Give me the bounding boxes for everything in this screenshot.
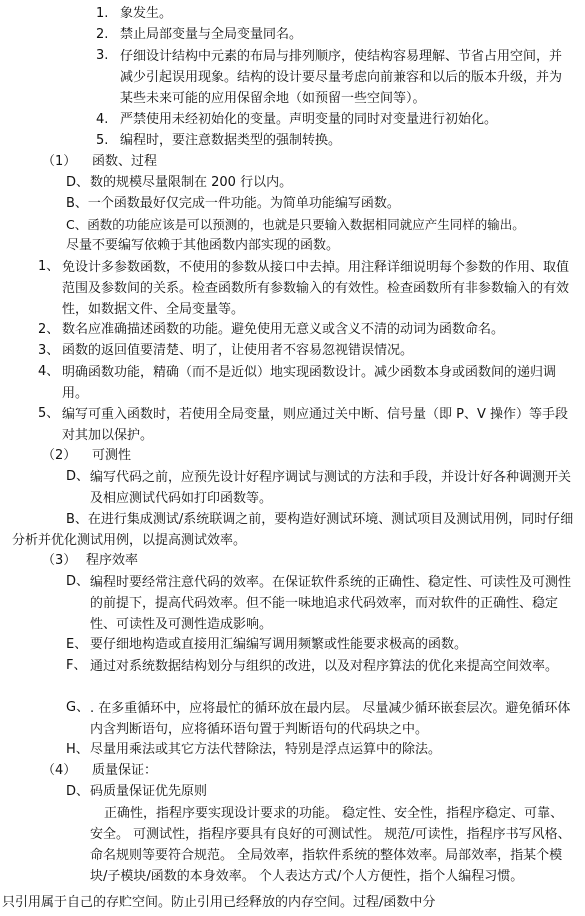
list-item-text: 函数的返回值要清楚、明了，让使用者不容易忽视错误情况。 bbox=[62, 343, 414, 358]
item-text: 码质量保证优先原则 bbox=[90, 784, 208, 799]
list-item-text: 仔细设计结构中元素的布局与排列顺序，使结构容易理解、节省占用空间，并减少引起误用现象。结构的设计要尽量考虑向前兼容和以后的版本升级，并为某些未来可能的应用保留余地（如预留一些空间等）。 bbox=[120, 49, 563, 106]
section-title: 程序效率 bbox=[86, 553, 139, 568]
section-number: （3） bbox=[42, 553, 77, 568]
item-text: 编写代码之前，应预先设计好程序调试与测试的方法和手段，并设计好各种调测开关及相应测试代码如打印函数等。 bbox=[90, 470, 572, 506]
section-title: 质量保证： bbox=[92, 763, 158, 778]
list-number: 4、 bbox=[38, 364, 60, 379]
list-number: 2、 bbox=[38, 322, 60, 337]
item-marker: D、 bbox=[66, 574, 90, 589]
bottom-line: 只引用属于自己的存贮空间。防止引用已经释放的内存空间。过程/函数中分 bbox=[2, 895, 436, 910]
list-item-text: 明确函数功能，精确（而不是近似）地实现函数设计。减少函数本身或函数间的递归调用。 bbox=[62, 365, 557, 401]
list-number: 2. bbox=[96, 27, 109, 42]
paragraph: 正确性，指程序要实现设计要求的功能。 稳定性、安全性，指程序稳定、可靠、安全。 可测试性，指程序要具有良好的可测试性。 规范/可读性，指程序书写风格、命名规则等要符合规范。 全局效率，指软件系统的整体效率。局部效率，指某个模块/子模块/函数的本身效率。 个人表达方式/个人方便性，指个人编程习惯。 bbox=[90, 806, 571, 884]
item-text: 编程时要经常注意代码的效率。在保证软件系统的正确性、稳定性、可读性及可测性的前提下，提高代码效率。但不能一味地追求代码效率，而对软件的正确性、稳定性、可读性及可测性造成影响。 bbox=[90, 575, 572, 632]
list-number: 4. bbox=[96, 112, 109, 127]
list-item-text: 数名应准确描述函数的功能。避免使用无意义或含义不清的动词为函数命名。 bbox=[62, 322, 505, 337]
item-text: 通过对系统数据结构划分与组织的改进，以及对程序算法的优化来提高空间效率。 bbox=[90, 659, 559, 674]
list-number: 1. bbox=[96, 6, 109, 21]
item-text: B、在进行集成测试/系统联调之前，要构造好测试环境、测试项目及测试用例，同时仔细分析并优化测试用例，以提高测试效率。 bbox=[12, 512, 574, 548]
section-title: 可测性 bbox=[92, 448, 132, 463]
list-item-text: 严禁使用未经初始化的变量。声明变量的同时对变量进行初始化。 bbox=[120, 112, 498, 127]
list-number: 5. bbox=[96, 133, 109, 148]
section-title: 函数、过程 bbox=[92, 154, 158, 169]
section-number: （4） bbox=[42, 763, 77, 778]
list-number: 3、 bbox=[38, 343, 60, 358]
list-item-text: 象发生。 bbox=[120, 6, 173, 21]
list-number: 5、 bbox=[38, 406, 60, 421]
item-text: 尽量不要编写依赖于其他函数内部实现的函数。 bbox=[66, 238, 340, 253]
item-text: B、一个函数最好仅完成一件功能。为简单功能编写函数。 bbox=[66, 196, 400, 211]
item-text: C、函数的功能应该是可以预测的，也就是只要输入数据相同就应产生同样的输出。 bbox=[66, 217, 525, 232]
item-marker: H、 bbox=[66, 742, 89, 757]
section-number: （2） bbox=[42, 448, 77, 463]
list-number: 3. bbox=[96, 48, 109, 63]
item-text: 尽量用乘法或其它方法代替除法，特别是浮点运算中的除法。 bbox=[90, 742, 442, 757]
list-item-text: 编程时，要注意数据类型的强制转换。 bbox=[120, 133, 342, 148]
item-marker: D、 bbox=[66, 784, 90, 799]
item-marker: G、 bbox=[66, 700, 90, 715]
list-item-text: 免设计多参数函数，不使用的参数从接口中去掉。用注释详细说明每个参数的作用、取值范围及参数间的关系。检查函数所有参数输入的有效性。检查函数所有非参数输入的有效性，如数据文件、全局变量等。 bbox=[62, 260, 570, 317]
list-item-text: 编写可重入函数时，若使用全局变量，则应通过关中断、信号量（即 P、V 操作）等手段对其加以保护。 bbox=[62, 407, 568, 443]
item-marker: F、 bbox=[66, 658, 87, 673]
section-number: （1） bbox=[42, 154, 77, 169]
item-text: 要仔细地构造或直接用汇编编写调用频繁或性能要求极高的函数。 bbox=[90, 637, 468, 652]
list-item-text: 禁止局部变量与全局变量同名。 bbox=[120, 27, 303, 42]
item-text: 数的规模尽量限制在 200 行以内。 bbox=[90, 175, 293, 190]
item-marker: E、 bbox=[66, 637, 88, 652]
list-number: 1、 bbox=[38, 259, 60, 274]
item-marker: D、 bbox=[66, 469, 90, 484]
item-marker: D、 bbox=[66, 175, 90, 190]
item-text: . 在多重循环中，应将最忙的循环放在最内层。 尽量减少循环嵌套层次。避免循环体内含判断语句，应将循环语句置于判断语句的代码块之中。 bbox=[90, 701, 571, 737]
